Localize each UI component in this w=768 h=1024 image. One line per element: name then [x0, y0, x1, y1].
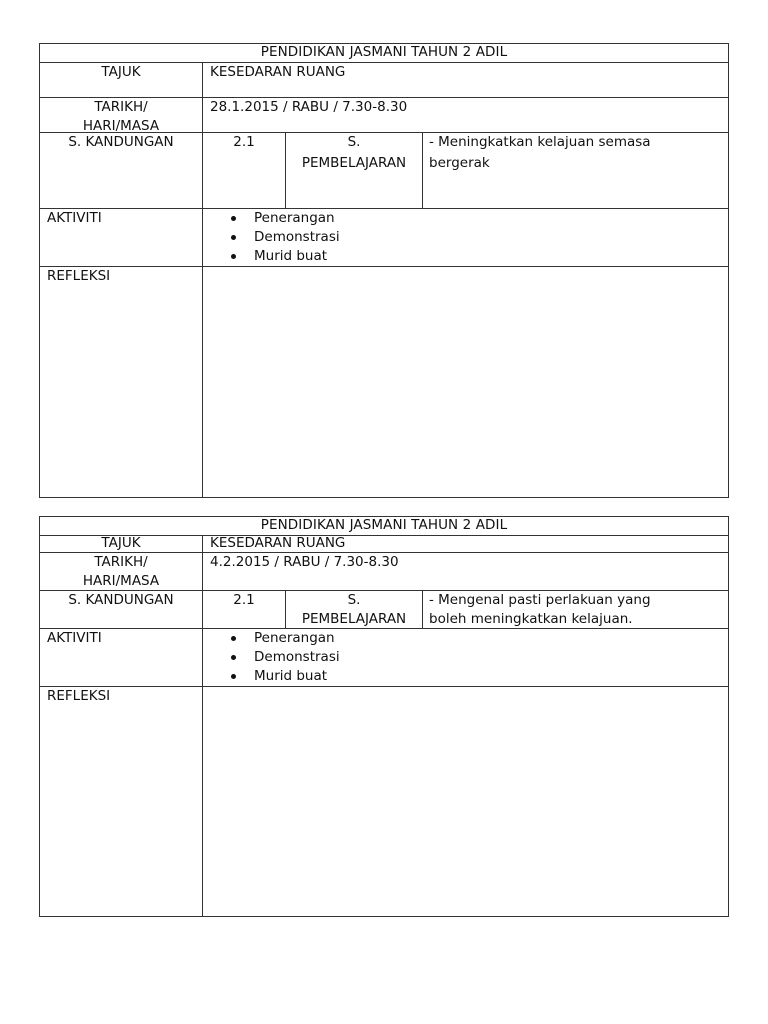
tarikh-label	[40, 553, 202, 590]
kandungan-label: S. KANDUNGAN	[68, 134, 174, 150]
tarikh-label-line1: TARIKH/	[94, 99, 148, 115]
kandungan-value: 2.1	[202, 133, 285, 208]
aktiviti-label: AKTIVITI	[47, 630, 102, 646]
pembelajaran-value-line1: - Meningkatkan kelajuan semasa	[429, 134, 651, 150]
refleksi-row	[40, 266, 728, 497]
tarikh-label	[40, 98, 202, 132]
pembelajaran-label-line1: S.	[347, 592, 361, 608]
aktiviti-row	[40, 628, 728, 686]
list-item: Penerangan	[228, 629, 728, 648]
tajuk-label: TAJUK	[101, 535, 141, 551]
tarikh-row	[40, 97, 728, 132]
tarikh-value: 4.2.2015 / RABU / 7.30-8.30	[202, 553, 728, 590]
lesson-plan-table	[39, 43, 729, 498]
title-row	[40, 44, 728, 62]
tajuk-label: TAJUK	[101, 64, 141, 80]
tajuk-value: KESEDARAN RUANG	[202, 63, 728, 97]
aktiviti-list	[228, 629, 728, 686]
plan-title: PENDIDIKAN JASMANI TAHUN 2 ADIL	[260, 44, 508, 60]
lesson-plan-table	[39, 516, 729, 917]
tarikh-label-line1: TARIKH/	[94, 554, 148, 570]
refleksi-label: REFLEKSI	[47, 688, 111, 704]
pembelajaran-value	[422, 133, 728, 208]
tarikh-label-line2: HARI/MASA	[82, 573, 160, 589]
pembelajaran-label-line2: PEMBELAJARAN	[301, 155, 407, 171]
pembelajaran-label-line2: PEMBELAJARAN	[301, 611, 407, 627]
tajuk-row	[40, 62, 728, 97]
kandungan-row	[40, 132, 728, 208]
title-row	[40, 517, 728, 535]
pembelajaran-value-line1: - Mengenal pasti perlakuan yang	[429, 592, 651, 608]
aktiviti-list-cell	[202, 209, 728, 266]
pembelajaran-label	[285, 591, 422, 628]
aktiviti-row	[40, 208, 728, 266]
aktiviti-list	[228, 209, 728, 266]
tajuk-row	[40, 535, 728, 552]
pembelajaran-label-line1: S.	[347, 134, 361, 150]
refleksi-box	[202, 267, 728, 497]
refleksi-box	[202, 687, 728, 916]
refleksi-row	[40, 686, 728, 916]
list-item: Murid buat	[228, 247, 728, 266]
aktiviti-list-cell	[202, 629, 728, 686]
tajuk-value: KESEDARAN RUANG	[202, 535, 728, 552]
tarikh-row	[40, 552, 728, 590]
tarikh-value: 28.1.2015 / RABU / 7.30-8.30	[202, 98, 728, 132]
list-item: Demonstrasi	[228, 228, 728, 247]
kandungan-value: 2.1	[202, 591, 285, 628]
list-item: Penerangan	[228, 209, 728, 228]
pembelajaran-label	[285, 133, 422, 208]
tarikh-label-line2: HARI/MASA	[82, 118, 160, 134]
kandungan-label: S. KANDUNGAN	[68, 592, 174, 608]
plan-title: PENDIDIKAN JASMANI TAHUN 2 ADIL	[260, 517, 508, 533]
refleksi-label: REFLEKSI	[47, 268, 111, 284]
kandungan-row	[40, 590, 728, 628]
pembelajaran-value-line2: bergerak	[429, 155, 490, 171]
list-item: Demonstrasi	[228, 648, 728, 667]
pembelajaran-value	[422, 591, 728, 628]
pembelajaran-value-line2: boleh meningkatkan kelajuan.	[429, 611, 633, 627]
aktiviti-label: AKTIVITI	[47, 210, 102, 226]
list-item: Murid buat	[228, 667, 728, 686]
